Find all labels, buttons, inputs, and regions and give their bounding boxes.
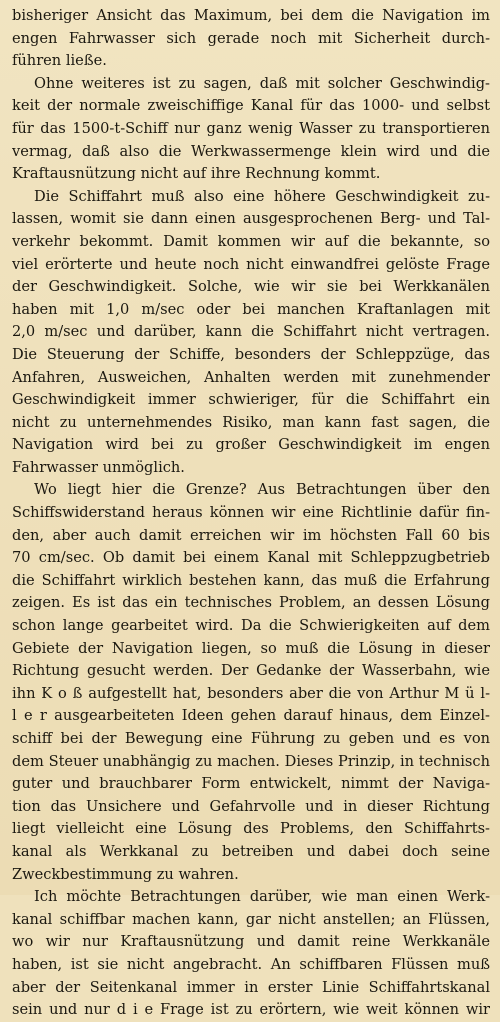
text-line: vermag, daß also die Werkwassermenge klein wird und die <box>12 142 490 160</box>
text-line: schon lange gearbeitet wird. Da die Schwierigkeiten auf dem <box>12 617 490 635</box>
text-line: Wo liegt hier die Grenze? Aus Betrachtungen über den <box>34 481 490 499</box>
text-line: zeigen. Es ist das ein technisches Problem, an dessen Lösung <box>12 594 490 612</box>
text-line: Schiffswiderstand heraus können wir eine Richtlinie dafür fin- <box>12 504 490 522</box>
text-line: Anfahren, Ausweichen, Anhalten werden mit zunehmender <box>12 368 490 386</box>
text-line: 2,0 m/sec und darüber, kann die Schiffahrt nicht vertragen. <box>12 323 490 341</box>
body-text <box>12 5 490 1022</box>
text-line: Richtung gesucht werden. Der Gedanke der Wasserbahn, wie <box>12 662 490 680</box>
text-line: lassen, womit sie dann einen ausgesprochenen Berg- und Tal- <box>12 210 490 228</box>
text-line: guter und brauchbarer Form entwickelt, nimmt der Naviga- <box>12 775 490 793</box>
text-line: Gebiete der Navigation liegen, so muß die Lösung in dieser <box>12 639 490 657</box>
text-line: kanal schiffbar machen kann, gar nicht anstellen; an Flüssen, <box>12 910 490 928</box>
text-line: dem Steuer unabhängig zu machen. Dieses Prinzip, in technisch <box>12 752 490 770</box>
paragraph <box>12 186 490 480</box>
text-line: ihn K o ß aufgestellt hat, besonders aber die von Arthur M ü l- <box>12 684 490 702</box>
text-line: wo wir nur Kraftausnützung und damit reine Werkkanäle <box>12 933 490 951</box>
text-line: Zweckbestimmung zu wahren. <box>12 865 239 883</box>
text-line: führen ließe. <box>12 52 107 70</box>
text-line: Ohne weiteres ist zu sagen, daß mit solcher Geschwindig- <box>34 74 490 92</box>
text-line: haben mit 1,0 m/sec oder bei manchen Kraftanlagen mit <box>12 300 490 318</box>
text-line: Die Schiffahrt muß also eine höhere Geschwindigkeit zu- <box>34 187 490 205</box>
text-line: liegt vielleicht eine Lösung des Problems, den Schiffahrts- <box>12 820 490 838</box>
text-line: die Schiffahrt wirklich bestehen kann, das muß die Erfahrung <box>12 571 490 589</box>
text-line: Ich möchte Betrachtungen darüber, wie man einen Werk- <box>34 888 490 906</box>
text-line: Kraftausnützung nicht auf ihre Rechnung kommt. <box>12 165 381 183</box>
text-line: keit der normale zweischiffige Kanal für das 1000- und selbst <box>12 97 490 115</box>
text-line: aber der Seitenkanal immer in erster Linie Schiffahrtskanal <box>12 978 490 996</box>
paragraph <box>12 73 490 186</box>
text-line: den, aber auch damit erreichen wir im höchsten Fall 60 bis <box>12 526 490 544</box>
text-line: Fahrwasser unmöglich. <box>12 458 185 476</box>
text-line: sein und nur d i e Frage ist zu erörtern, wie weit können wir <box>12 1001 490 1019</box>
text-line: tion das Unsichere und Gefahrvolle und in dieser Richtung <box>12 797 490 815</box>
text-line: nicht zu unternehmendes Risiko, man kann fast sagen, die <box>12 413 490 431</box>
text-line: haben, ist sie nicht angebracht. An schiffbaren Flüssen muß <box>12 955 490 973</box>
paragraph <box>12 5 490 73</box>
text-line: schiff bei der Bewegung eine Führung zu geben und es von <box>12 730 490 747</box>
text-line: kanal als Werkkanal zu betreiben und dabei doch seine <box>12 842 490 860</box>
text-line: verkehr bekommt. Damit kommen wir auf die bekannte, so <box>12 232 490 250</box>
text-line: engen Fahrwasser sich gerade noch mit Sicherheit durch- <box>12 29 490 47</box>
text-line: Geschwindigkeit immer schwieriger, für die Schiffahrt ein <box>12 391 490 409</box>
text-line: der Geschwindigkeit. Solche, wie wir sie bei Werkkanälen <box>12 278 490 296</box>
text-line: Die Steuerung der Schiffe, besonders der Schleppzüge, das <box>12 345 490 363</box>
text-line: 70 cm/sec. Ob damit bei einem Kanal mit Schleppzugbetrieb <box>12 549 490 567</box>
text-line: bisheriger Ansicht das Maximum, bei dem die Navigation im <box>12 7 490 24</box>
paragraph <box>12 886 490 1022</box>
text-line: Navigation wird bei zu großer Geschwindigkeit im engen <box>12 436 490 454</box>
text-line: viel erörterte und heute noch nicht einwandfrei gelöste Frage <box>12 255 490 273</box>
paragraph <box>12 479 490 886</box>
text-line: l e r ausgearbeiteten Ideen gehen darauf hinaus, dem Einzel- <box>12 707 490 725</box>
text-line: für das 1500-t-Schiff nur ganz wenig Wasser zu transportieren <box>12 119 490 137</box>
